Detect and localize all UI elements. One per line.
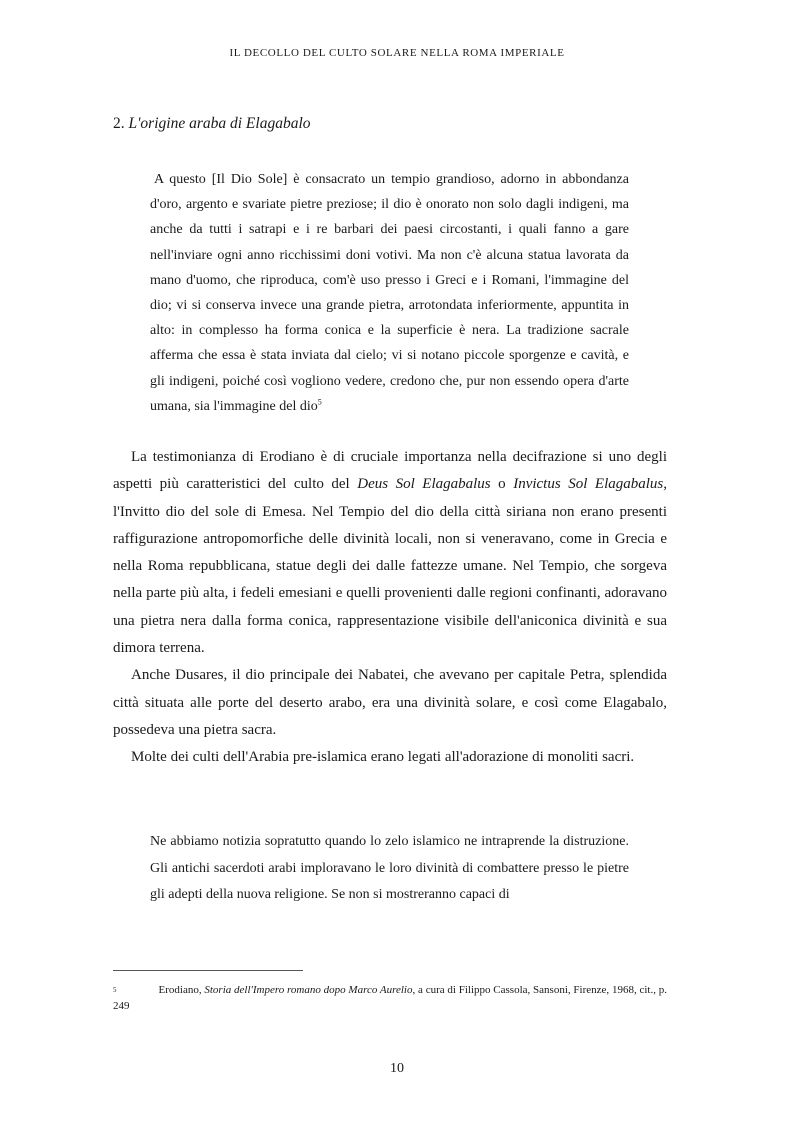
page-number: 10 xyxy=(390,1061,404,1076)
body-paragraph-2: Anche Dusares, il dio principale dei Nabatei, che avevano per capitale Petra, splendida città situata alle porte del deserto arabo, era una divinità solare, e così come Elagabalo, possedeva una pietra sacra. xyxy=(113,667,667,738)
footnote-author: Erodiano, xyxy=(158,984,205,996)
footnote-citation: , a cura di Filippo Cassola, Sansoni, Firenze, 1968, cit., p. 249 xyxy=(113,984,667,1012)
body-text xyxy=(113,444,667,772)
footnote-work-title: Storia dell'Impero romano dopo Marco Aurelio xyxy=(204,984,413,996)
quote-paragraph: Ne abbiamo notizia sopratutto quando lo zelo islamico ne intraprende la distruzione. Gli antichi sacerdoti arabi imploravano le loro divinità di combattere presso le pietre gli adepti della nuova religione. Se non si mostreranno capaci di xyxy=(150,834,629,902)
italic-deity-name: Invictus Sol Elagabalus xyxy=(513,476,664,493)
section-title-text: L'origine araba di Elagabalo xyxy=(128,115,311,132)
quote-text: A questo [Il Dio Sole] è consacrato un tempio grandioso, adorno in abbondanza d'oro, argento e svariate pietre preziose; il dio è onorato non solo dagli indigeni, ma anche da tutti i satrapi e i re barbari dei paesi circostanti, i quali fanno a gare nell'inviare ogni anno ricchissimi doni votivi. Ma non c'è alcuna statua lavorata da mano d'uomo, che riproduca, com'è uso presso i Greci e i Romani, l'immagine del dio; vi si conserva invece una grande pietra, arrotondata inferiormente, appuntita in alto: in complesso ha forma conica e la superficie è nera. La tradizione sacrale afferma che essa è stata inviata dal cielo; vi si notano piccole sporgenze e cavità, e gli indigeni, poiché così vogliono vedere, credono che, pur non essendo opera d'arte umana, sia l'immagine del dio xyxy=(150,172,629,414)
footnote xyxy=(113,982,667,1014)
body-text-run: , l'Invitto dio del sole di Emesa. Nel Tempio del dio della città siriana non erano presenti raffigurazione antropomorfiche delle divinità locali, non si veneravano, come in Grecia e nella Roma repubblicana, statue degli dei dalle fattezze umane. Nel Tempio, che sorgeva nella parte più alta, i fedeli emesiani e quelli provenienti dalle regioni confinanti, adoravano una pietra nera dalla forma conica, rappresentazione visibile dell'aniconica divinità e sua dimora terrena. xyxy=(113,476,667,657)
italic-deity-name: Deus Sol Elagabalus xyxy=(357,476,491,493)
body-paragraph-1 xyxy=(113,444,667,662)
block-quote-herodian xyxy=(150,167,629,419)
footnote-reference[interactable]: 5 xyxy=(317,397,322,407)
block-quote-islamic xyxy=(150,829,629,909)
section-heading xyxy=(113,115,311,133)
footnote-mark: 5 xyxy=(113,986,117,994)
section-number: 2. xyxy=(113,115,125,132)
running-header: IL DECOLLO DEL CULTO SOLARE NELLA ROMA IMPERIALE xyxy=(229,47,565,59)
body-text-run: o xyxy=(490,476,514,493)
quote-paragraph xyxy=(150,167,629,419)
body-paragraph-3: Molte dei culti dell'Arabia pre-islamica erano legati all'adorazione di monoliti sacri. xyxy=(131,749,635,766)
footnote-divider xyxy=(113,970,303,971)
body-text-run: La testimonianza di Erodiano è di cruciale importanza nella decifrazione si uno degli aspetti più caratteristici del culto del xyxy=(113,449,667,493)
